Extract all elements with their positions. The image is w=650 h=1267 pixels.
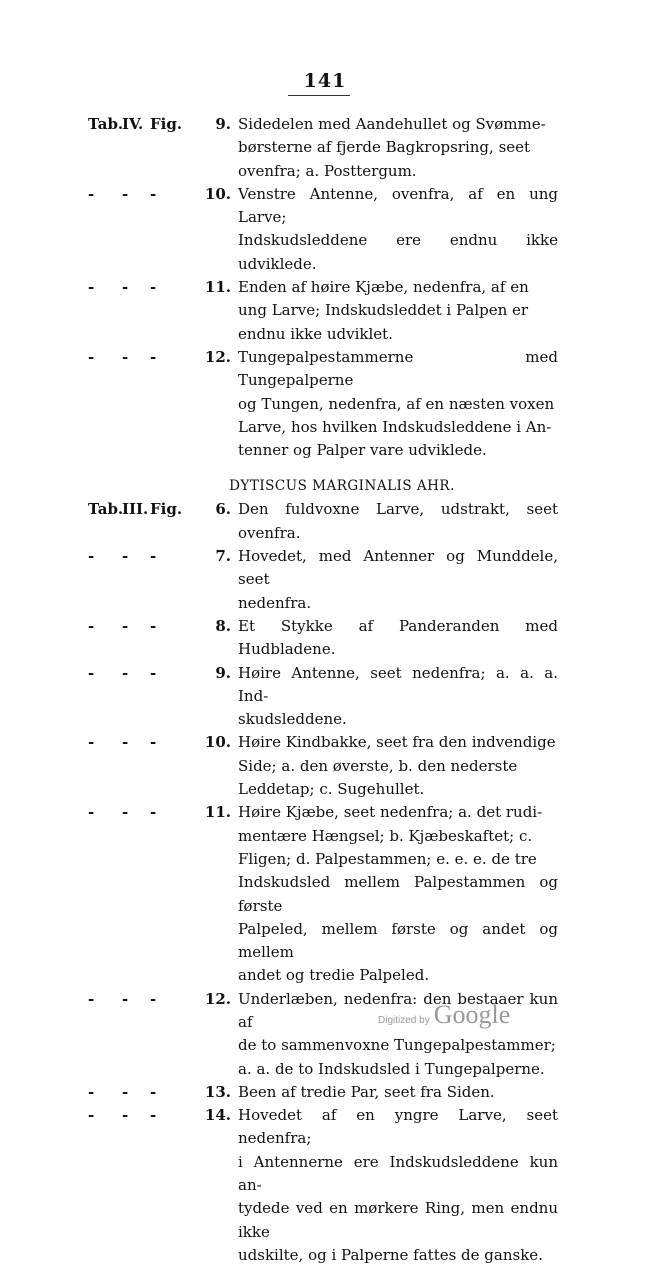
- figure-number: 12.: [204, 347, 231, 366]
- description-line: andet og tredie Palpeled.: [238, 966, 430, 985]
- figure-number: 8.: [215, 616, 231, 635]
- plate-number: -: [122, 1106, 129, 1125]
- legend-entry: [88, 498, 558, 545]
- tab-label: Tab.: [88, 500, 124, 519]
- figure-description: [231, 1104, 558, 1267]
- figure-number: 9.: [215, 115, 231, 133]
- description-line: mentære Hængsel; b. Kjæbeskaftet; c.: [238, 826, 533, 845]
- figure-number: 9.: [215, 663, 231, 682]
- figure-reference: [88, 276, 231, 299]
- legend-entry: [88, 346, 558, 462]
- figure-description: [231, 731, 558, 801]
- legend-entry: [88, 1104, 558, 1267]
- tab-label: -: [88, 1082, 95, 1101]
- fig-label: -: [150, 278, 157, 297]
- figure-number: 11.: [204, 803, 231, 822]
- section-heading: DYTISCUS MARGINALIS AHR.: [229, 478, 455, 495]
- fig-label: -: [150, 184, 157, 203]
- description-line: Larve, hos hvilken Indskudsleddene i An-: [238, 417, 552, 436]
- tab-label: -: [88, 803, 95, 822]
- fig-label: -: [150, 989, 157, 1008]
- plate-number: IV.: [122, 115, 144, 133]
- description-line: børsterne af fjerde Bagkropsring, seet: [238, 138, 531, 157]
- figure-number: 10.: [204, 733, 231, 752]
- figure-description: [231, 662, 558, 732]
- plate-number: -: [122, 616, 129, 635]
- plate-number: -: [122, 184, 129, 203]
- figure-legend: [88, 113, 558, 1267]
- tab-label: -: [88, 184, 95, 203]
- description-line: Et Stykke af Panderanden med Hudbladene.: [238, 616, 558, 659]
- legend-section-1: [88, 113, 558, 462]
- description-line: Leddetap; c. Sugehullet.: [238, 780, 425, 799]
- description-line: ovenfra; a. Posttergum.: [238, 161, 417, 180]
- plate-number: -: [122, 278, 129, 297]
- page-number: 141: [303, 70, 347, 92]
- figure-reference: [88, 1104, 231, 1127]
- watermark-brand: Google: [433, 1000, 511, 1029]
- description-line: de to sammenvoxne Tungepalpestammer;: [238, 1036, 556, 1055]
- description-line: Venstre Antenne, ovenfra, af en ung Larve;: [238, 184, 558, 227]
- tab-label: -: [88, 347, 95, 366]
- description-line: Palpeled, mellem første og andet og mellem: [238, 919, 558, 962]
- description-line: Underlæben, nedenfra: den bestaaer kun af: [238, 989, 558, 1031]
- fig-label: -: [150, 1082, 157, 1101]
- plate-number: -: [122, 803, 129, 822]
- figure-reference: [88, 1081, 231, 1104]
- description-line: Høire Kjæbe, seet nedenfra; a. det rudi-: [238, 803, 543, 822]
- figure-number: 6.: [215, 500, 231, 519]
- plate-number: -: [122, 733, 129, 752]
- figure-number: 12.: [204, 989, 231, 1008]
- description-line: endnu ikke udviklet.: [238, 324, 393, 343]
- legend-section-2: [88, 498, 558, 1267]
- description-line: Been af tredie Par, seet fra Siden.: [238, 1082, 495, 1101]
- fig-label: -: [150, 547, 157, 566]
- description-line: Høire Antenne, seet nedenfra; a. a. a. Ind-: [238, 663, 558, 705]
- tab-label: -: [88, 278, 95, 297]
- plate-number: -: [122, 1082, 129, 1101]
- description-line: og Tungen, nedenfra, af en næsten voxen: [238, 394, 555, 413]
- fig-label: -: [150, 1106, 157, 1125]
- description-line: tydede ved en mørkere Ring, men endnu ikke: [238, 1199, 558, 1241]
- description-line: a. a. de to Indskudsled i Tungepalperne.: [238, 1059, 545, 1078]
- tab-label: -: [88, 733, 95, 752]
- description-line: tenner og Palper vare udviklede.: [238, 441, 487, 460]
- tab-label: -: [88, 547, 95, 566]
- figure-number: 11.: [204, 278, 231, 297]
- figure-reference: [88, 615, 231, 638]
- figure-reference: [88, 545, 231, 568]
- description-line: skudsleddene.: [238, 710, 347, 729]
- google-watermark: [378, 1000, 510, 1030]
- description-line: Indskudsled mellem Palpestammen og første: [238, 873, 558, 915]
- figure-description: [231, 183, 558, 276]
- figure-reference: [88, 801, 231, 824]
- tab-label: -: [88, 616, 95, 635]
- watermark-prefix: Digitized by: [378, 1015, 430, 1026]
- legend-entry: [88, 801, 558, 987]
- description-line: Hovedet, med Antenner og Munddele, seet: [238, 547, 558, 589]
- fig-label: -: [150, 616, 157, 635]
- tab-label: -: [88, 1106, 95, 1125]
- tab-label: -: [88, 663, 95, 682]
- figure-description: [231, 346, 558, 462]
- figure-number: 7.: [215, 547, 231, 566]
- description-line: Den fuldvoxne Larve, udstrakt, seet ovenfra.: [238, 500, 558, 542]
- plate-number: -: [122, 989, 129, 1008]
- figure-reference: [88, 113, 231, 136]
- legend-entry: [88, 113, 558, 183]
- description-line: udskilte, og i Palperne fattes de ganske.: [238, 1245, 543, 1264]
- legend-entry: [88, 1081, 558, 1104]
- description-line: Indskudsleddene ere endnu ikke udviklede.: [238, 231, 558, 273]
- figure-description: [231, 498, 558, 545]
- fig-label: -: [150, 803, 157, 822]
- figure-number: 10.: [204, 184, 231, 203]
- figure-reference: [88, 731, 231, 754]
- description-line: nedenfra.: [238, 593, 312, 612]
- description-line: Tungepalpestammerne med Tungepalperne: [238, 347, 558, 390]
- legend-entry: [88, 276, 558, 346]
- legend-entry: [88, 183, 558, 276]
- description-line: ung Larve; Indskudsleddet i Palpen er: [238, 301, 529, 320]
- tab-label: -: [88, 989, 95, 1008]
- description-line: Fligen; d. Palpestammen; e. e. e. de tre: [238, 849, 537, 868]
- plate-number: -: [122, 663, 129, 682]
- legend-entry: [88, 615, 558, 662]
- plate-number: -: [122, 347, 129, 366]
- fig-label: Fig.: [150, 500, 183, 519]
- legend-entry: [88, 662, 558, 732]
- description-line: Sidedelen med Aandehullet og Svømme-: [238, 115, 546, 133]
- description-line: Side; a. den øverste, b. den nederste: [238, 756, 518, 775]
- description-line: Enden af høire Kjæbe, nedenfra, af en: [238, 278, 529, 297]
- fig-label: -: [150, 347, 157, 366]
- legend-entry: [88, 545, 558, 615]
- figure-description: [231, 545, 558, 615]
- figure-reference: [88, 662, 231, 685]
- figure-reference: [88, 498, 231, 521]
- figure-description: [231, 1081, 558, 1104]
- figure-description: [231, 615, 558, 662]
- figure-number: 13.: [204, 1082, 231, 1101]
- fig-label: -: [150, 663, 157, 682]
- plate-number: III.: [122, 500, 149, 519]
- figure-number: 14.: [204, 1106, 231, 1125]
- description-line: Hovedet af en yngre Larve, seet nedenfra;: [238, 1106, 558, 1148]
- figure-reference: [88, 346, 231, 369]
- description-line: i Antennerne ere Indskudsleddene kun an-: [238, 1152, 558, 1195]
- fig-label: Fig.: [150, 115, 183, 133]
- figure-reference: [88, 988, 231, 1011]
- tab-label: Tab.: [88, 115, 124, 133]
- legend-entry: [88, 731, 558, 801]
- fig-label: -: [150, 733, 157, 752]
- description-line: Høire Kindbakke, seet fra den indvendige: [238, 733, 556, 752]
- figure-description: [231, 801, 558, 987]
- page-number-rule: [288, 95, 350, 96]
- figure-description: [231, 113, 558, 183]
- plate-number: -: [122, 547, 129, 566]
- figure-reference: [88, 183, 231, 206]
- figure-description: [231, 276, 558, 346]
